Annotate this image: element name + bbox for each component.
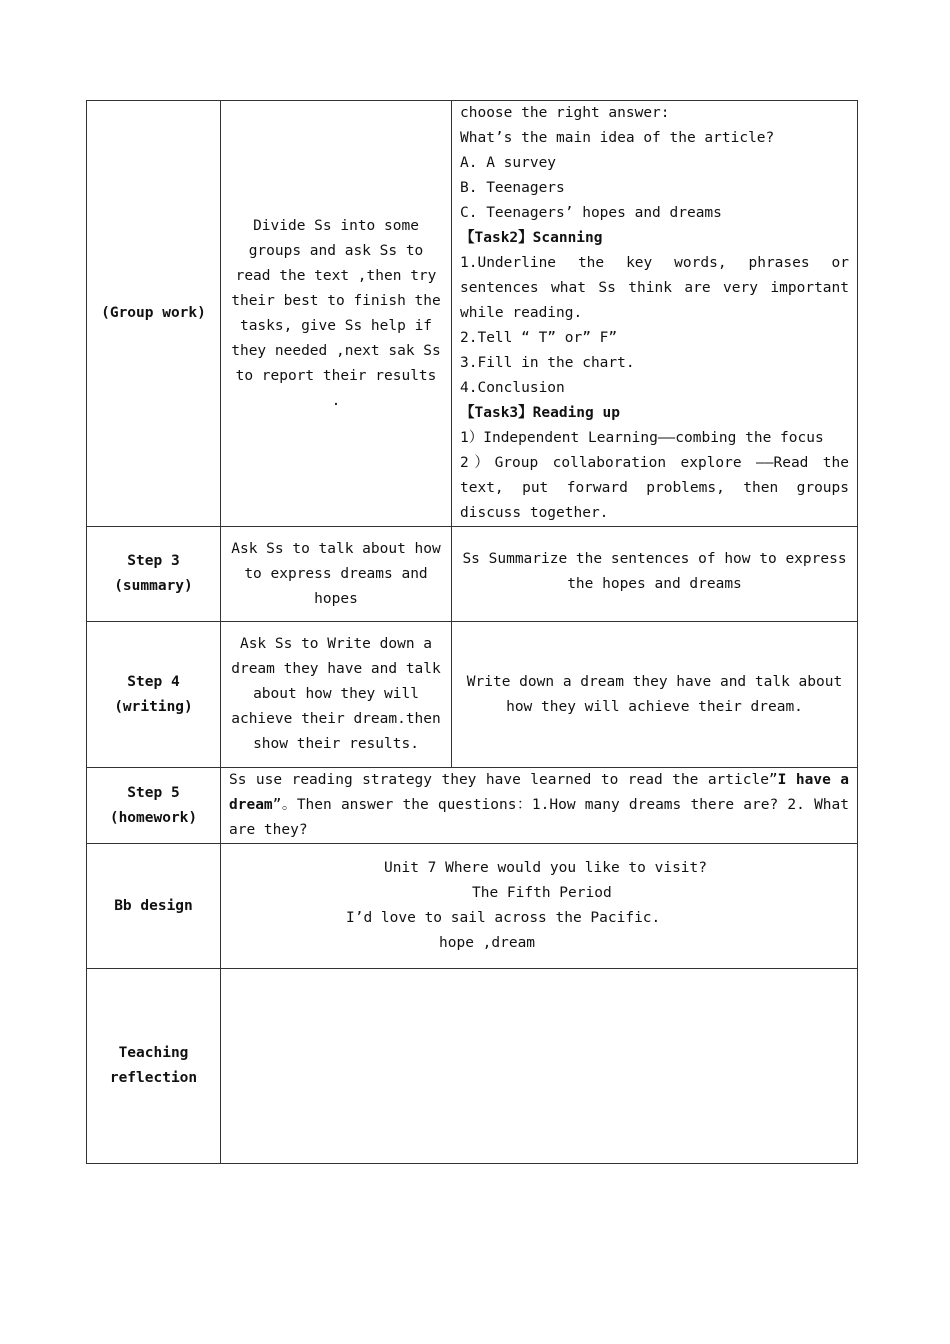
row-bb-design [87,844,858,969]
step-number: Step 3 [127,553,180,569]
main-idea-question: What’s the main idea of the article? [460,130,775,146]
teacher-activity-step-3 [221,527,452,622]
task3-item: 1）Independent Learning——combing the focus [460,430,824,446]
step-number: Step 4 [127,673,180,690]
option-b: B. Teenagers [460,180,565,196]
task2-title: 【Task2】Scanning [460,230,603,246]
task2-item: 1.Underline the key words, phrases or sentences what Ss think are very important while reading. [460,255,849,321]
bb-unit-title: Unit 7 Where would you like to visit? [384,860,708,876]
teacher-activity-group-work [221,101,452,527]
bb-design-cell [221,844,858,969]
lesson-plan-table [86,100,858,1164]
intro-text: choose the right answer: [460,105,670,121]
row-step-5 [87,768,858,844]
row-teaching-reflection [87,969,858,1164]
label-step-4 [87,622,221,768]
student-text: Ss Summarize the sentences of how to express the hopes and dreams [462,551,847,592]
option-c: C. Teenagers’ hopes and dreams [460,205,722,221]
student-activity-step-4 [452,622,858,768]
teacher-text: Ask Ss to talk about how to express dreams and hopes [231,540,441,607]
row-step-4 [87,622,858,768]
task2-item: 3.Fill in the chart. [460,355,635,371]
option-a: A. A survey [460,155,557,171]
homework-cell [221,768,858,844]
label-bb-design: Bb design [87,844,221,969]
step-name: (homework) [109,809,198,826]
step-name: (summary) [114,578,193,594]
reflection-label-line: Teaching [118,1045,189,1061]
bb-keywords: hope ,dream [439,935,536,951]
label-step-5 [87,768,221,844]
article-title: I have a dream [229,772,849,813]
student-text: Write down a dream they have and talk about how they will achieve their dream. [466,673,843,715]
homework-text-after: ”。Then answer the questions：1.How many dreams there are? 2. What are they? [229,797,849,838]
label-group-work: (Group work) [87,101,221,527]
bb-target-sentence: I’d love to sail across the Pacific. [346,910,661,926]
teacher-text: Ask Ss to Write down a dream they have and talk about how they will achieve their dream.then show their results. [231,636,441,752]
reflection-label-line: reflection [109,1070,198,1086]
student-activity-step-3 [452,527,858,622]
reflection-cell [221,969,858,1164]
label-teaching-reflection [87,969,221,1164]
homework-text-before: Ss use reading strategy they have learned to read the article” [229,772,778,788]
row-group-work [87,101,858,527]
task2-item: 4.Conclusion [460,380,565,396]
teacher-activity-step-4 [221,622,452,768]
teacher-text: Divide Ss into some groups and ask Ss to read the text ,then try their best to finish the tasks, give Ss help if they needed ,next sak Ss to report their results . [231,217,441,409]
row-step-3 [87,527,858,622]
step-number: Step 5 [127,784,180,801]
step-name: (writing) [114,698,193,715]
student-activity-group-work [452,101,858,527]
task3-title: 【Task3】Reading up [460,405,620,421]
bb-period: The Fifth Period [472,885,612,901]
task3-item: 2）Group collaboration explore ——Read the text, put forward problems, then groups discuss together. [460,455,849,521]
label-step-3 [87,527,221,622]
task2-item: 2.Tell “ T” or” F” [460,330,618,346]
